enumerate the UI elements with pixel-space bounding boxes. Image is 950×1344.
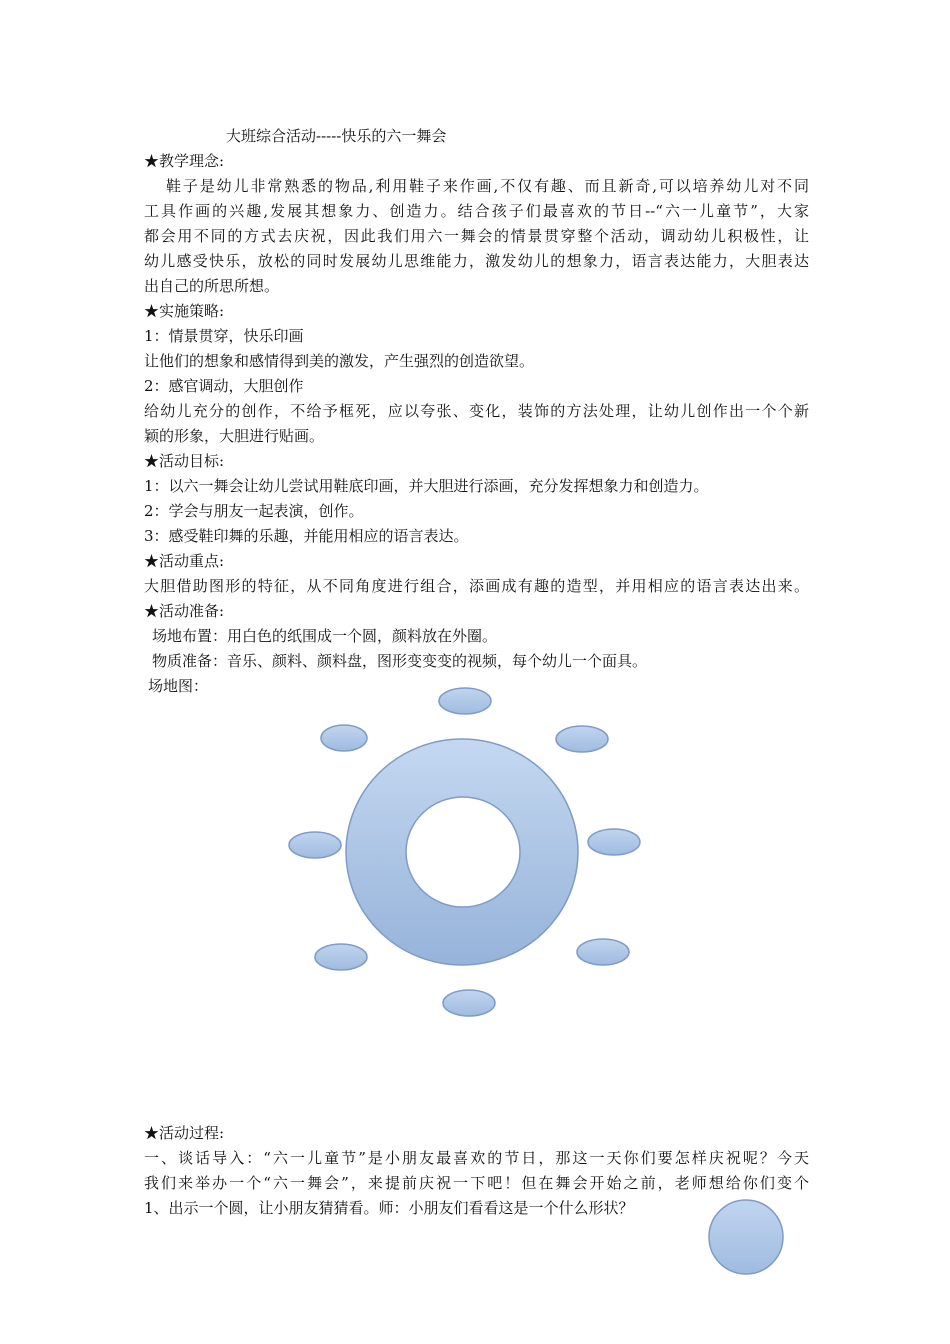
concept-heading: ★教学理念: [144,152,225,170]
process-line-1: 一、谈话导入：“六一儿童节”是小朋友最喜欢的节日，那这一天你们要怎样庆祝呢？今天 [144,1149,809,1167]
paint-oval-right [588,829,640,855]
document-title: 大班综合活动-----快乐的六一舞会 [226,127,447,145]
goal-item-1: 1：以六一舞会让幼儿尝试用鞋底印画，并大胆进行添画，充分发挥想象力和创造力。 [144,477,709,495]
process-heading: ★活动过程: [144,1124,225,1142]
site-map-label: 场地图： [148,677,209,695]
concept-line-2: 工具作画的兴趣,发展其想象力、创造力。结合孩子们最喜欢的节日--“六一儿童节”，大家 [144,202,809,220]
goal-item-3: 3：感受鞋印舞的乐趣，并能用相应的语言表达。 [144,527,469,545]
paint-oval-bottom-left [315,944,367,970]
prep-site: 场地布置：用白色的纸围成一个圆，颜料放在外圈。 [152,627,498,645]
strategy-item-1-desc: 让他们的想象和感情得到美的激发，产生强烈的创造欲望。 [144,352,535,370]
paint-oval-bottom-right [577,939,629,965]
process-line-3: 1、出示一个圆，让小朋友猜猜看。师：小朋友们看看这是一个什么形状？ [144,1199,634,1217]
paint-oval-top-right [556,726,608,752]
concept-line-5: 出自己的所思所想。 [144,277,280,295]
concept-line-1: 鞋子是幼儿非常熟悉的物品,利用鞋子来作画,不仅有趣、而且新奇,可以培养幼儿对不同 [166,177,809,195]
prep-material: 物质准备：音乐、颜料、颜料盘，图形变变变的视频，每个幼儿一个面具。 [152,652,648,670]
strategy-item-2: 2：感官调动，大胆创作 [144,377,304,395]
paint-oval-top-left [321,725,367,751]
paint-oval-top [439,688,491,714]
focus-text: 大胆借助图形的特征，从不同角度进行组合，添画成有趣的造型，并用相应的语言表达出来。 [144,577,809,595]
paint-oval-left [289,832,341,858]
strategy-item-2-desc-1: 给幼儿充分的创作，不给予框死，应以夸张、变化，装饰的方法处理，让幼儿创作出一个个新 [144,402,809,420]
concept-line-4: 幼儿感受快乐，放松的同时发展幼儿思维能力，激发幼儿的想象力，语言表达能力，大胆表达 [144,252,809,270]
focus-heading: ★活动重点: [144,552,225,570]
paint-oval-bottom [443,990,495,1016]
strategy-heading: ★实施策略: [144,302,225,320]
prep-heading: ★活动准备: [144,602,225,620]
dance-circle-ring [346,739,578,965]
strategy-item-2-desc-2: 颖的形象，大胆进行贴画。 [144,427,325,445]
strategy-item-1: 1：情景贯穿，快乐印画 [144,327,304,345]
goal-heading: ★活动目标: [144,452,225,470]
process-line-2: 我们来举办一个“六一舞会”，来提前庆祝一下吧！但在舞会开始之前，老师想给你们变个 [144,1174,809,1192]
goal-item-2: 2：学会与朋友一起表演，创作。 [144,502,364,520]
concept-line-3: 都会用不同的方式去庆祝，因此我们用六一舞会的情景贯穿整个活动，调动幼儿积极性，让 [144,227,809,245]
